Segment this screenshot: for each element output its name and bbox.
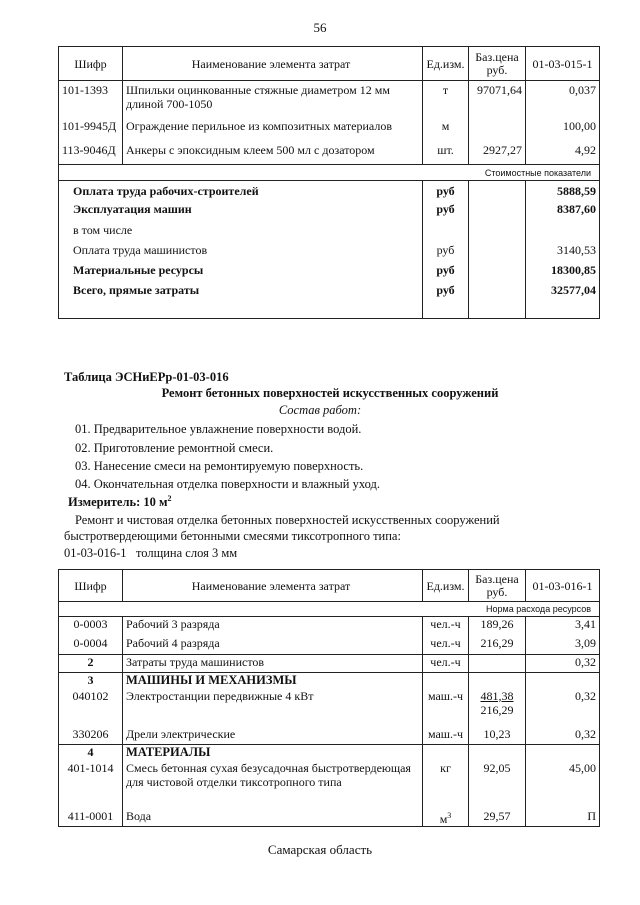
table-row: 0-0003 Рабочий 3 разряда чел.-ч 189,26 3,41: [59, 617, 600, 636]
table-row: 113-9046Д Анкеры с эпоксидным клеем 500 мл с дозатором шт. 2927,27 4,92: [59, 143, 600, 165]
table-row: 101-1393 Шпильки оцинкованные стяжные диаметром 12 мм длиной 700-1050 т 97071,64 0,037: [59, 81, 600, 119]
table-row: 2 Затраты труда машинистов чел.-ч 0,32: [59, 655, 600, 673]
header-price: Баз.цена руб.: [469, 570, 526, 602]
cost-row: Оплата труда рабочих-строителей руб 5888,59: [59, 181, 600, 202]
table-row: 4 МАТЕРИАЛЫ: [59, 745, 600, 761]
header-name: Наименование элемента затрат: [123, 47, 423, 81]
table-title: Таблица ЭСНиЕРр-01-03-016: [64, 370, 229, 384]
header-unit: Ед.изм.: [423, 47, 469, 81]
cost-row: Материальные ресурсы руб 18300,85: [59, 263, 600, 283]
cost-row: Всего, прямые затраты руб 32577,04: [59, 283, 600, 319]
table-row: 101-9945Д Ограждение перильное из композитных материалов м 100,00: [59, 119, 600, 143]
cost-row: Эксплуатация машин руб 8387,60: [59, 202, 600, 223]
cost-row: в том числе: [59, 223, 600, 243]
header-column: 01-03-015-1: [526, 47, 600, 81]
header-price: Баз.цена руб.: [469, 47, 526, 81]
description-line: быстротвердеющими бетонными смесями тиксотропного типа:: [64, 529, 401, 543]
header-column: 01-03-016-1: [526, 570, 600, 602]
work-item: 01. Предварительное увлажнение поверхности водой.: [75, 422, 362, 436]
description-line: Ремонт и чистовая отделка бетонных поверхностей искусственных сооружений: [75, 513, 500, 527]
page-number: 56: [313, 20, 327, 35]
resource-table-2: [58, 569, 600, 827]
table-header: [59, 570, 600, 602]
work-item: 02. Приготовление ремонтной смеси.: [75, 441, 274, 455]
norm-caption-row: Норма расхода ресурсов: [59, 602, 600, 617]
table-row: 040102 Электростанции передвижные 4 кВт маш.-ч 481,38 216,29 0,32: [59, 689, 600, 727]
header-code: Шифр: [59, 47, 123, 81]
table-row: 0-0004 Рабочий 4 разряда чел.-ч 216,29 3,09: [59, 636, 600, 655]
section-subtitle: Ремонт бетонных поверхностей искусственных сооружений: [161, 386, 499, 400]
header-unit: Ед.изм.: [423, 570, 469, 602]
header-name: Наименование элемента затрат: [123, 570, 423, 602]
resource-table-1: [58, 46, 600, 319]
work-item: 03. Нанесение смеси на ремонтируемую поверхность.: [75, 459, 364, 473]
table-row: 411-0001 Вода $м^3$ 29,57 П: [59, 809, 600, 827]
meter: Измеритель: 10 $м^2$: [68, 494, 172, 510]
footer-region: Самарская область: [267, 842, 373, 857]
works-heading: Состав работ:: [278, 403, 362, 417]
item-text: толщина слоя 3 мм: [136, 546, 238, 560]
table-row: 3 МАШИНЫ И МЕХАНИЗМЫ: [59, 673, 600, 689]
item-code: 01-03-016-1: [64, 546, 127, 560]
cost-caption-row: Стоимостные показатели: [59, 165, 600, 181]
table-row: 401-1014 Смесь бетонная сухая безусадочная быстротвердеющая для чистовой отделки тиксотропного типа кг 92,05 45,00: [59, 761, 600, 809]
work-item: 04. Окончательная отделка поверхности и влажный уход.: [75, 477, 380, 491]
header-code: Шифр: [59, 570, 123, 602]
cost-row: Оплата труда машинистов руб 3140,53: [59, 243, 600, 263]
table-row: 330206 Дрели электрические маш.-ч 10,23 0,32: [59, 727, 600, 745]
table-header: [59, 47, 600, 81]
